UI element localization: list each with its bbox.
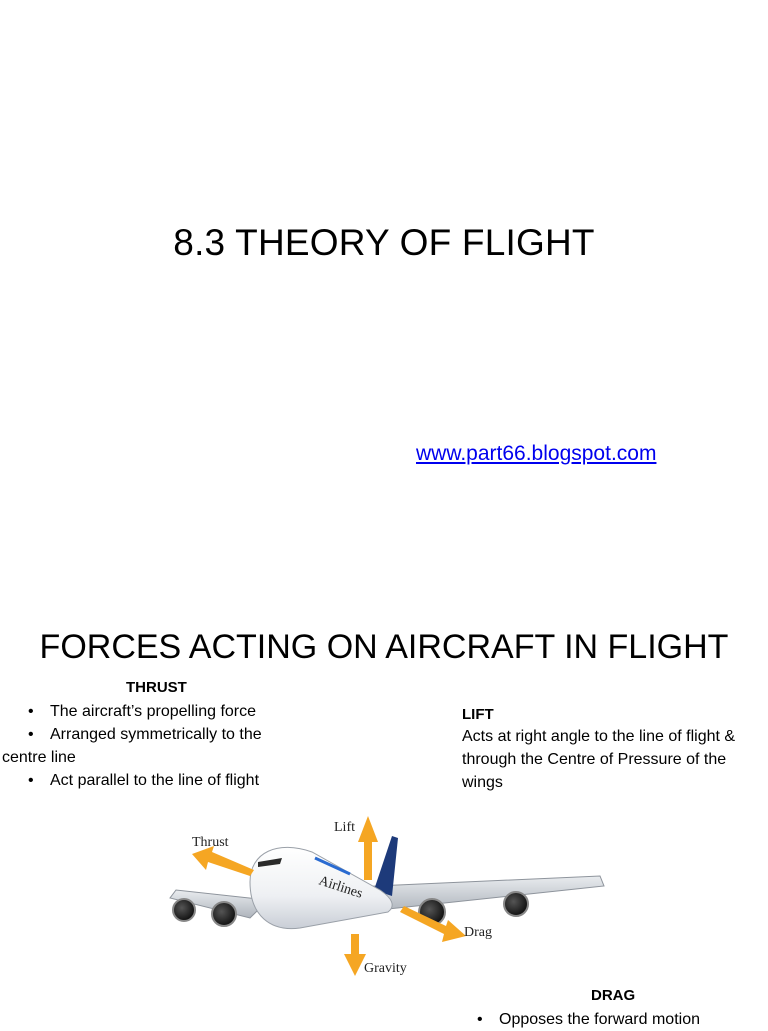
lift-heading: LIFT: [462, 706, 494, 723]
lift-arrow-icon: [358, 816, 378, 880]
engine-icon: [173, 899, 195, 921]
forces-title: FORCES ACTING ON AIRCRAFT IN FLIGHT: [39, 628, 729, 666]
thrust-bullet-continuation: centre line: [2, 749, 76, 766]
airline-label: Airlines: [316, 873, 365, 902]
gravity-arrow-icon: [344, 934, 366, 976]
drag-bullet: • Opposes the forward motion: [475, 1008, 765, 1031]
lift-description: Acts at right angle to the line of flight & through the Centre of Pressure of the wings: [462, 728, 736, 791]
thrust-bullet: • The aircraft’s propelling force: [26, 700, 316, 723]
drag-label: Drag: [464, 925, 492, 940]
gravity-label: Gravity: [364, 961, 407, 976]
website-link[interactable]: www.part66.blogspot.com: [416, 442, 657, 465]
thrust-arrow-icon: [192, 846, 254, 876]
slide-title: 8.3 THEORY OF FLIGHT: [173, 222, 595, 263]
thrust-bullet: • Arranged symmetrically to the: [26, 723, 316, 746]
drag-heading: DRAG: [591, 987, 636, 1004]
engine-icon: [504, 892, 528, 916]
thrust-heading: THRUST: [126, 679, 187, 696]
thrust-bullet: • Act parallel to the line of flight: [26, 769, 316, 792]
thrust-label: Thrust: [192, 835, 229, 850]
lift-label: Lift: [334, 820, 355, 835]
engine-icon: [212, 902, 236, 926]
